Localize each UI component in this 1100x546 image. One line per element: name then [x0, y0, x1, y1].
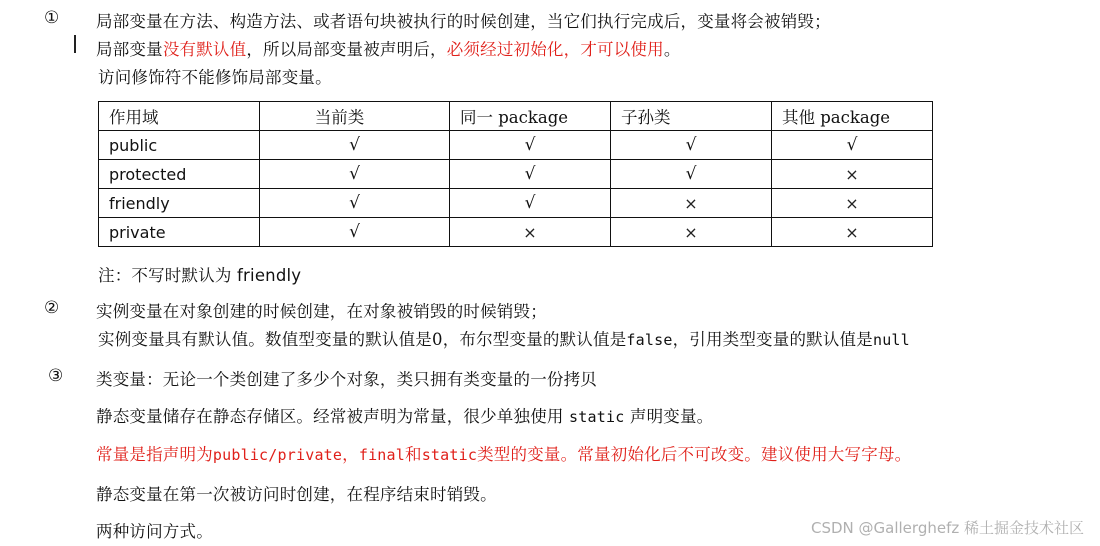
must-init-highlight: 必须经过初始化，才可以使用	[446, 40, 664, 59]
access-mark: √	[260, 131, 450, 160]
table-note: 注：不写时默认为 friendly	[98, 266, 302, 285]
access-mark: ×	[611, 189, 772, 218]
section1-line1: 局部变量在方法、构造方法、或者语句块被执行的时候创建，当它们执行完成后，变量将会被销毁；	[96, 12, 831, 31]
table-row	[99, 160, 933, 189]
section3-line4: 静态变量在第一次被访问时创建，在程序结束时销毁。	[96, 485, 497, 504]
access-mark: ×	[611, 218, 772, 247]
no-default-highlight: 没有默认值	[162, 40, 247, 59]
section3-line2: 静态变量储存在静态存储区。经常被声明为常量，很少单独使用 static 声明变量。	[96, 407, 714, 426]
scope-cell: friendly	[99, 189, 260, 218]
access-mark: √	[450, 160, 611, 189]
access-modifier-table	[98, 101, 933, 247]
access-mark: √	[772, 131, 933, 160]
section3-marker: ③	[48, 366, 64, 386]
csdn-watermark: CSDN @Gallerghefz 稀土掘金技术社区	[811, 519, 1084, 537]
scope-cell: public	[99, 131, 260, 160]
access-mark: √	[611, 131, 772, 160]
access-mark: √	[260, 160, 450, 189]
section1-line3: 访问修饰符不能修饰局部变量。	[98, 68, 332, 87]
section1-marker: ①	[44, 8, 60, 28]
table-row	[99, 189, 933, 218]
table-header-cell: 同一 package	[450, 102, 611, 131]
table-header-row	[99, 102, 933, 131]
text-cursor	[74, 35, 76, 53]
table-header-cell: 子孙类	[611, 102, 772, 131]
table-row	[99, 218, 933, 247]
access-mark: √	[260, 218, 450, 247]
access-mark: ×	[772, 189, 933, 218]
access-mark: √	[450, 189, 611, 218]
table-header-cell: 作用域	[99, 102, 260, 131]
scope-cell: protected	[99, 160, 260, 189]
access-mark: ×	[450, 218, 611, 247]
access-mark: √	[611, 160, 772, 189]
section2-marker: ②	[44, 298, 60, 318]
section1-line2: 局部变量没有默认值，所以局部变量被声明后，必须经过初始化，才可以使用。	[96, 40, 681, 59]
section3-line1: 类变量：无论一个类创建了多少个对象，类只拥有类变量的一份拷贝	[96, 370, 597, 389]
access-mark: ×	[772, 160, 933, 189]
access-mark: ×	[772, 218, 933, 247]
access-mark: √	[260, 189, 450, 218]
table-header-cell: 当前类	[260, 102, 450, 131]
section2-line2: 实例变量具有默认值。数值型变量的默认值是0，布尔型变量的默认值是false，引用类型变量的默认值是null	[98, 330, 910, 349]
section2-line1: 实例变量在对象创建的时候创建，在对象被销毁的时候销毁；	[96, 302, 547, 321]
scope-cell: private	[99, 218, 260, 247]
access-mark: √	[450, 131, 611, 160]
section3-line3: 常量是指声明为public/private，final和static类型的变量。常量初始化后不可改变。建议使用大写字母。	[96, 445, 912, 464]
table-header-cell: 其他 package	[772, 102, 933, 131]
section3-line5: 两种访问方式。	[96, 522, 213, 541]
table-row	[99, 131, 933, 160]
